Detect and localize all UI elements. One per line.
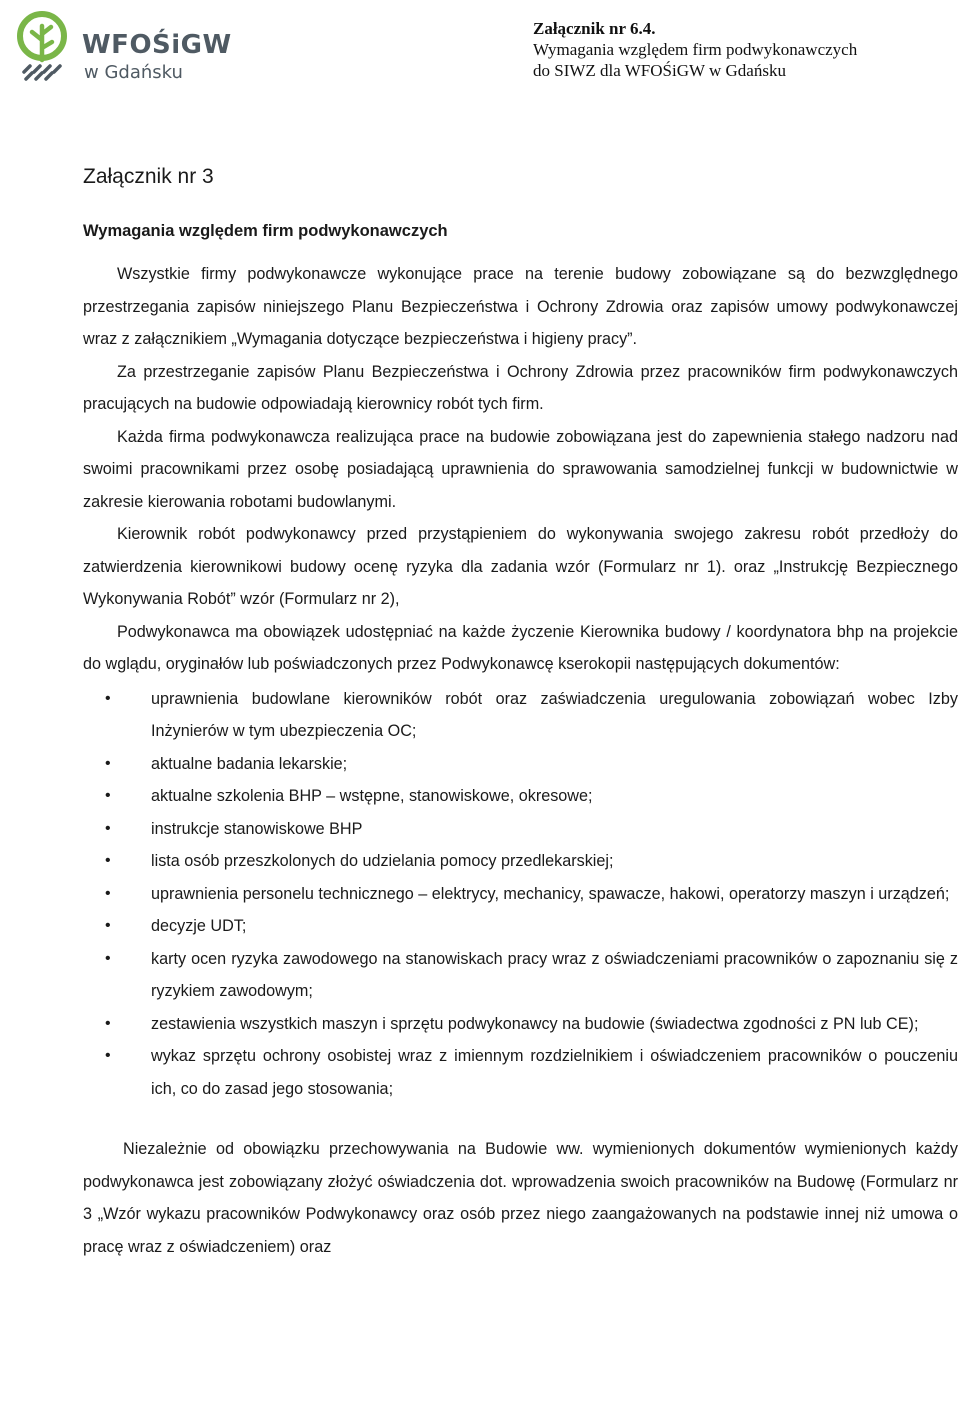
attachment-number: Załącznik nr 6.4. [533,19,656,38]
list-item: • decyzje UDT; [83,910,958,943]
paragraph: Każda firma podwykonawcza realizująca prace na budowie zobowiązana jest do zapewnienia stałego nadzoru nad swoimi pracownikami przez osobę posiadającą uprawnienia do sprawowania samodzielnej funkcji w budownictwie w zakresie kierowania robotami budowlanymi. [83,427,958,511]
list-item: • uprawnienia personelu technicznego – elektrycy, mechanicy, spawacze, hakowi, operatorzy maszyn i urządzeń; [83,878,958,911]
list-item: • uprawnienia budowlane kierowników robót oraz zaświadczenia uregulowania zobowiązań wobec Izby Inżynierów w tym ubezpieczenia OC; [83,683,958,748]
list-item: • aktualne szkolenia BHP – wstępne, stanowiskowe, okresowe; [83,780,958,813]
logo-wordmark: WFOŚiGW [82,30,232,60]
document-body [83,162,958,1263]
paragraph: Wszystkie firmy podwykonawcze wykonujące prace na terenie budowy zobowiązane są do bezwzględnego przestrzegania zapisów niniejszego Planu Bezpieczeństwa i Ochrony Zdrowia oraz zapisów umowy podwykonawczej wraz z załącznikiem „Wymagania dotyczące bezpieczeństwa i higieny pracy”. [83,265,958,348]
list-item: • lista osób przeszkolonych do udzielania pomocy przedlekarskiej; [83,845,958,878]
list-item: • karty ocen ryzyka zawodowego na stanowiskach pracy wraz z oświadczeniami pracowników o zapoznaniu się z ryzykiem zawodowym; [83,943,958,1008]
section-heading: Wymagania względem firm podwykonawczych [83,222,448,240]
attachment-title: Wymagania względem firm podwykonawczych [533,40,858,59]
wfosigw-logo [12,10,232,86]
paragraph: Niezależnie od obowiązku przechowywania na Budowie ww. wymienionych dokumentów wymienionych każdy podwykonawca jest zobowiązany złożyć oświadczenia dot. wprowadzenia swoich pracowników na Budowę (Formularz nr 3 „Wzór wykazu pracowników Podwykonawcy oraz osób przez niego zaangażowanych na podstawie innej niż umowa o pracę wraz z oświadczeniem) oraz [83,1140,958,1256]
attachment-header [533,18,857,81]
list-item: • zestawienia wszystkich maszyn i sprzętu podwykonawcy na budowie (świadectwa zgodności z PN lub CE); [83,1008,958,1041]
tree-logo-icon [12,10,74,82]
logo-subtitle: w Gdańsku [84,62,183,83]
list-item: • aktualne badania lekarskie; [83,748,958,781]
paragraph: Kierownik robót podwykonawcy przed przystąpieniem do wykonywania swojego zakresu robót przedłoży do zatwierdzenia kierownikowi budowy ocenę ryzyka dla zadania wzór (Formularz nr 1). oraz „Instrukcję Bezpiecznego Wykonywania Robót” wzór (Formularz nr 2), [83,525,958,608]
paragraph: Za przestrzeganie zapisów Planu Bezpieczeństwa i Ochrony Zdrowia przez pracowników firm podwykonawczych pracujących na budowie odpowiadają kierownicy robót tych firm. [83,362,958,413]
list-item: • wykaz sprzętu ochrony osobistej wraz z imiennym rozdzielnikiem i oświadczeniem pracowników o pouczeniu ich, co do zasad jego stosowania; [83,1040,958,1105]
paragraph: Podwykonawca ma obowiązek udostępniać na każde życzenie Kierownika budowy / koordynatora bhp na projekcie do wglądu, oryginałów lub poświadczonych przez Podwykonawcę kserokopii następujących dokumentów: [83,622,958,673]
attachment-reference: do SIWZ dla WFOŚiGW w Gdańsku [533,61,786,80]
list-item: • instrukcje stanowiskowe BHP [83,813,958,846]
required-documents-list [83,683,958,1106]
page-title: Załącznik nr 3 [83,165,214,188]
